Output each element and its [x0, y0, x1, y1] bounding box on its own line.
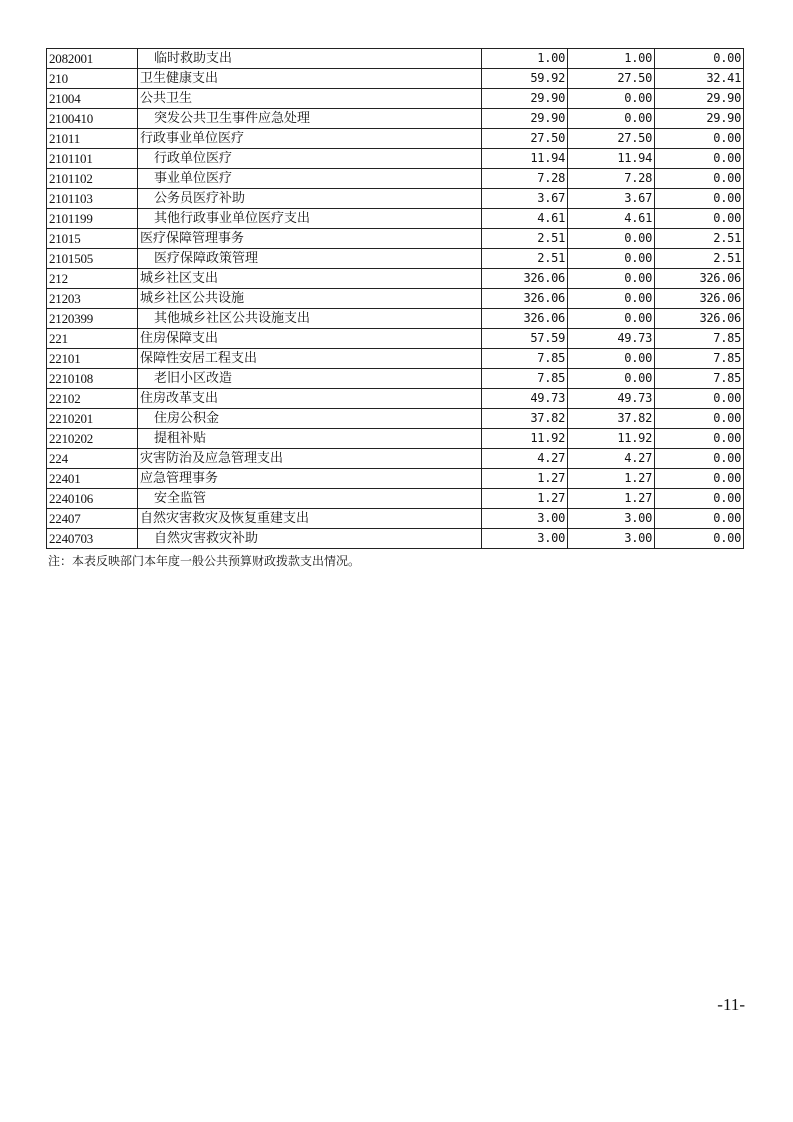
total-amount-cell: 326.06	[482, 269, 568, 289]
project-expenditure-cell: 7.85	[655, 349, 744, 369]
project-expenditure-cell: 0.00	[655, 469, 744, 489]
total-amount-cell: 7.85	[482, 349, 568, 369]
table-row	[47, 469, 744, 489]
table-row	[47, 369, 744, 389]
subject-code-cell: 21011	[47, 129, 138, 149]
table-row	[47, 169, 744, 189]
project-expenditure-cell: 0.00	[655, 49, 744, 69]
subject-code-cell: 224	[47, 449, 138, 469]
table-row	[47, 189, 744, 209]
total-amount-cell: 29.90	[482, 109, 568, 129]
table-row	[47, 309, 744, 329]
table-row	[47, 209, 744, 229]
table-row	[47, 289, 744, 309]
total-amount-cell: 27.50	[482, 129, 568, 149]
subject-name-cell: 事业单位医疗	[138, 169, 482, 189]
total-amount-cell: 326.06	[482, 309, 568, 329]
subject-code-cell: 21203	[47, 289, 138, 309]
subject-code-cell: 22401	[47, 469, 138, 489]
total-amount-cell: 59.92	[482, 69, 568, 89]
total-amount-cell: 2.51	[482, 229, 568, 249]
subject-name-cell: 提租补贴	[138, 429, 482, 449]
subject-code-cell: 22101	[47, 349, 138, 369]
subject-code-cell: 210	[47, 69, 138, 89]
subject-name-cell: 自然灾害救灾补助	[138, 529, 482, 549]
basic-expenditure-cell: 7.28	[568, 169, 655, 189]
expenditure-table-body	[47, 49, 744, 549]
subject-name-cell: 住房公积金	[138, 409, 482, 429]
subject-name-cell: 卫生健康支出	[138, 69, 482, 89]
project-expenditure-cell: 0.00	[655, 169, 744, 189]
subject-name-cell: 公共卫生	[138, 89, 482, 109]
subject-name-cell: 城乡社区公共设施	[138, 289, 482, 309]
subject-code-cell: 21004	[47, 89, 138, 109]
table-row	[47, 389, 744, 409]
project-expenditure-cell: 326.06	[655, 269, 744, 289]
subject-code-cell: 2240106	[47, 489, 138, 509]
basic-expenditure-cell: 0.00	[568, 349, 655, 369]
project-expenditure-cell: 0.00	[655, 209, 744, 229]
total-amount-cell: 49.73	[482, 389, 568, 409]
basic-expenditure-cell: 0.00	[568, 89, 655, 109]
project-expenditure-cell: 0.00	[655, 429, 744, 449]
subject-code-cell: 2101102	[47, 169, 138, 189]
project-expenditure-cell: 32.41	[655, 69, 744, 89]
basic-expenditure-cell: 1.27	[568, 489, 655, 509]
basic-expenditure-cell: 49.73	[568, 329, 655, 349]
basic-expenditure-cell: 11.94	[568, 149, 655, 169]
basic-expenditure-cell: 1.27	[568, 469, 655, 489]
total-amount-cell: 4.27	[482, 449, 568, 469]
basic-expenditure-cell: 1.00	[568, 49, 655, 69]
project-expenditure-cell: 326.06	[655, 289, 744, 309]
subject-name-cell: 灾害防治及应急管理支出	[138, 449, 482, 469]
project-expenditure-cell: 2.51	[655, 249, 744, 269]
table-row	[47, 249, 744, 269]
subject-name-cell: 行政事业单位医疗	[138, 129, 482, 149]
project-expenditure-cell: 0.00	[655, 189, 744, 209]
basic-expenditure-cell: 11.92	[568, 429, 655, 449]
subject-name-cell: 应急管理事务	[138, 469, 482, 489]
basic-expenditure-cell: 0.00	[568, 369, 655, 389]
subject-code-cell: 22407	[47, 509, 138, 529]
subject-name-cell: 住房保障支出	[138, 329, 482, 349]
subject-name-cell: 医疗保障政策管理	[138, 249, 482, 269]
project-expenditure-cell: 0.00	[655, 489, 744, 509]
subject-code-cell: 2082001	[47, 49, 138, 69]
total-amount-cell: 3.67	[482, 189, 568, 209]
basic-expenditure-cell: 3.00	[568, 509, 655, 529]
subject-code-cell: 221	[47, 329, 138, 349]
table-row	[47, 449, 744, 469]
total-amount-cell: 11.92	[482, 429, 568, 449]
total-amount-cell: 1.27	[482, 489, 568, 509]
basic-expenditure-cell: 0.00	[568, 309, 655, 329]
basic-expenditure-cell: 0.00	[568, 269, 655, 289]
subject-name-cell: 公务员医疗补助	[138, 189, 482, 209]
total-amount-cell: 11.94	[482, 149, 568, 169]
subject-code-cell: 2100410	[47, 109, 138, 129]
project-expenditure-cell: 0.00	[655, 129, 744, 149]
table-row	[47, 69, 744, 89]
total-amount-cell: 37.82	[482, 409, 568, 429]
subject-name-cell: 突发公共卫生事件应急处理	[138, 109, 482, 129]
basic-expenditure-cell: 4.27	[568, 449, 655, 469]
table-row	[47, 429, 744, 449]
subject-name-cell: 城乡社区支出	[138, 269, 482, 289]
subject-name-cell: 其他行政事业单位医疗支出	[138, 209, 482, 229]
table-row	[47, 409, 744, 429]
basic-expenditure-cell: 3.00	[568, 529, 655, 549]
project-expenditure-cell: 29.90	[655, 109, 744, 129]
total-amount-cell: 1.00	[482, 49, 568, 69]
expenditure-table	[46, 48, 744, 549]
basic-expenditure-cell: 0.00	[568, 249, 655, 269]
project-expenditure-cell: 326.06	[655, 309, 744, 329]
total-amount-cell: 7.85	[482, 369, 568, 389]
subject-code-cell: 2101101	[47, 149, 138, 169]
table-row	[47, 509, 744, 529]
table-row	[47, 529, 744, 549]
table-row	[47, 329, 744, 349]
subject-code-cell: 2101103	[47, 189, 138, 209]
subject-code-cell: 2101505	[47, 249, 138, 269]
table-row	[47, 149, 744, 169]
subject-name-cell: 安全监管	[138, 489, 482, 509]
subject-code-cell: 2240703	[47, 529, 138, 549]
basic-expenditure-cell: 3.67	[568, 189, 655, 209]
subject-code-cell: 2210202	[47, 429, 138, 449]
subject-code-cell: 2210201	[47, 409, 138, 429]
table-row	[47, 129, 744, 149]
basic-expenditure-cell: 4.61	[568, 209, 655, 229]
subject-code-cell: 2210108	[47, 369, 138, 389]
project-expenditure-cell: 0.00	[655, 409, 744, 429]
basic-expenditure-cell: 37.82	[568, 409, 655, 429]
table-row	[47, 229, 744, 249]
subject-code-cell: 2120399	[47, 309, 138, 329]
table-note: 注：本表反映部门本年度一般公共预算财政拨款支出情况。	[48, 554, 361, 568]
basic-expenditure-cell: 27.50	[568, 69, 655, 89]
project-expenditure-cell: 0.00	[655, 529, 744, 549]
subject-name-cell: 老旧小区改造	[138, 369, 482, 389]
project-expenditure-cell: 2.51	[655, 229, 744, 249]
subject-name-cell: 保障性安居工程支出	[138, 349, 482, 369]
basic-expenditure-cell: 0.00	[568, 109, 655, 129]
subject-name-cell: 医疗保障管理事务	[138, 229, 482, 249]
project-expenditure-cell: 7.85	[655, 329, 744, 349]
project-expenditure-cell: 0.00	[655, 449, 744, 469]
subject-code-cell: 212	[47, 269, 138, 289]
subject-name-cell: 自然灾害救灾及恢复重建支出	[138, 509, 482, 529]
project-expenditure-cell: 0.00	[655, 149, 744, 169]
total-amount-cell: 2.51	[482, 249, 568, 269]
total-amount-cell: 29.90	[482, 89, 568, 109]
basic-expenditure-cell: 27.50	[568, 129, 655, 149]
table-row	[47, 489, 744, 509]
total-amount-cell: 7.28	[482, 169, 568, 189]
basic-expenditure-cell: 0.00	[568, 289, 655, 309]
table-row	[47, 269, 744, 289]
total-amount-cell: 1.27	[482, 469, 568, 489]
total-amount-cell: 3.00	[482, 529, 568, 549]
page-number: -11-	[717, 995, 745, 1014]
subject-name-cell: 其他城乡社区公共设施支出	[138, 309, 482, 329]
basic-expenditure-cell: 49.73	[568, 389, 655, 409]
table-row	[47, 349, 744, 369]
project-expenditure-cell: 0.00	[655, 509, 744, 529]
subject-name-cell: 住房改革支出	[138, 389, 482, 409]
subject-code-cell: 22102	[47, 389, 138, 409]
subject-code-cell: 2101199	[47, 209, 138, 229]
total-amount-cell: 4.61	[482, 209, 568, 229]
project-expenditure-cell: 0.00	[655, 389, 744, 409]
subject-code-cell: 21015	[47, 229, 138, 249]
project-expenditure-cell: 7.85	[655, 369, 744, 389]
basic-expenditure-cell: 0.00	[568, 229, 655, 249]
project-expenditure-cell: 29.90	[655, 89, 744, 109]
total-amount-cell: 57.59	[482, 329, 568, 349]
subject-name-cell: 行政单位医疗	[138, 149, 482, 169]
total-amount-cell: 3.00	[482, 509, 568, 529]
table-row	[47, 49, 744, 69]
table-row	[47, 109, 744, 129]
total-amount-cell: 326.06	[482, 289, 568, 309]
table-row	[47, 89, 744, 109]
subject-name-cell: 临时救助支出	[138, 49, 482, 69]
